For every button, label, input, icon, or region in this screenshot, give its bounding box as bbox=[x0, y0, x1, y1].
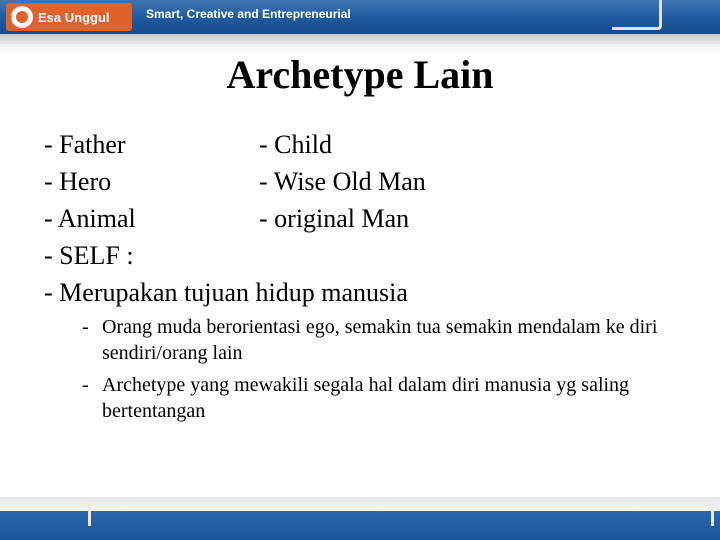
banner-stripe bbox=[0, 34, 720, 44]
sub-item-text: Archetype yang mewakili segala hal dalam diri manusia yg saling bertentangan bbox=[102, 374, 630, 422]
list-item-purpose: - Merupakan tujuan hidup manusia bbox=[44, 278, 408, 307]
slide-title: Archetype Lain bbox=[226, 52, 494, 97]
sub-item bbox=[82, 372, 692, 424]
list-item-father: - Father bbox=[44, 130, 126, 159]
logo-text: Esa Unggul bbox=[38, 9, 110, 25]
university-logo bbox=[6, 3, 132, 31]
list-item-original-man: - original Man bbox=[259, 204, 410, 233]
list-item-animal: - Animal bbox=[44, 204, 136, 233]
logo-mark-icon bbox=[11, 6, 33, 28]
sub-item bbox=[82, 314, 692, 366]
footer-decoration bbox=[88, 500, 714, 526]
sub-item-dash: - bbox=[82, 316, 89, 338]
sub-item-dash: - bbox=[82, 374, 89, 396]
list-item-self: - SELF : bbox=[44, 241, 134, 270]
banner-decoration bbox=[612, 0, 662, 30]
list-item-hero: - Hero bbox=[44, 167, 112, 196]
sub-item-text: Orang muda berorientasi ego, semakin tua semakin mendalam ke diri sendiri/orang lain bbox=[102, 316, 658, 364]
header-banner bbox=[0, 0, 720, 34]
tagline: Smart, Creative and Entrepreneurial bbox=[146, 7, 351, 21]
list-item-child: - Child bbox=[259, 130, 332, 159]
list-item-wise-old-man: - Wise Old Man bbox=[259, 167, 426, 196]
